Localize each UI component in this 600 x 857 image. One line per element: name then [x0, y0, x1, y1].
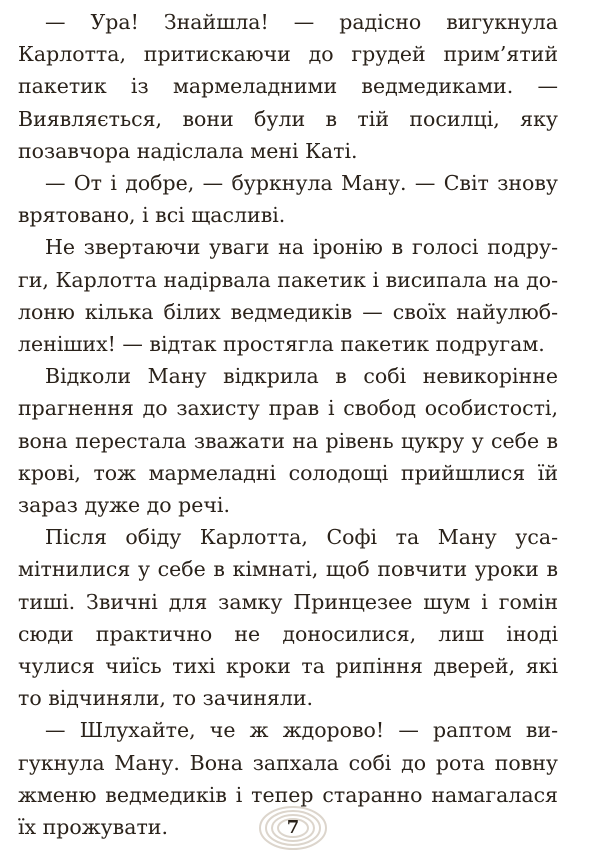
paragraph-4: Відколи Ману відкрила в собі невикорінне прагнення до захисту прав і свобод особистості, вона перестала зважати на рівень цукру у себе в крові, тож мармеладні солодощі прийшлися їй зараз дуже до речі. [18, 364, 558, 518]
paragraph-2: — От і добре, — буркнула Ману. — Світ знову врятовано, і всі щасливі. [18, 171, 558, 228]
paragraph-3: Не звертаючи уваги на іронію в голосі подруги, Карлотта надірвала пакетик і висипала на долоню кілька білих ведмедиків — своїх найулюбленіших! — відтак простягла пакетик подругам. [18, 235, 558, 357]
body-text [18, 6, 558, 843]
paragraph-5: Після обіду Карлотта, Софі та Ману усамітнилися у себе в кімнаті, щоб повчити уроки в тиші. Звичні для замку Принцезее шум і гомін сюди практично не доносилися, лиш іноді чулися чиїсь тихі кроки та рипіння дверей, які то відчиняли, то зачиняли. [18, 525, 558, 711]
paragraph-6: — Шлухайте, че ж ждорово! — раптом вигукнула Ману. Вона запхала собі до рота повну жменю ведмедиків і тепер старанно намагалася їх прожувати. [18, 718, 558, 840]
paragraph-1: — Ура! Знайшла! — радісно вигукнула Карлотта, притискаючи до грудей прим’ятий пакетик із мармеладними ведмедиками. — Виявляється, вони були в тій посилці, яку позавчора надіслала мені Каті. [18, 10, 558, 163]
page-footer [0, 797, 600, 857]
page-number: 7 [286, 817, 300, 838]
